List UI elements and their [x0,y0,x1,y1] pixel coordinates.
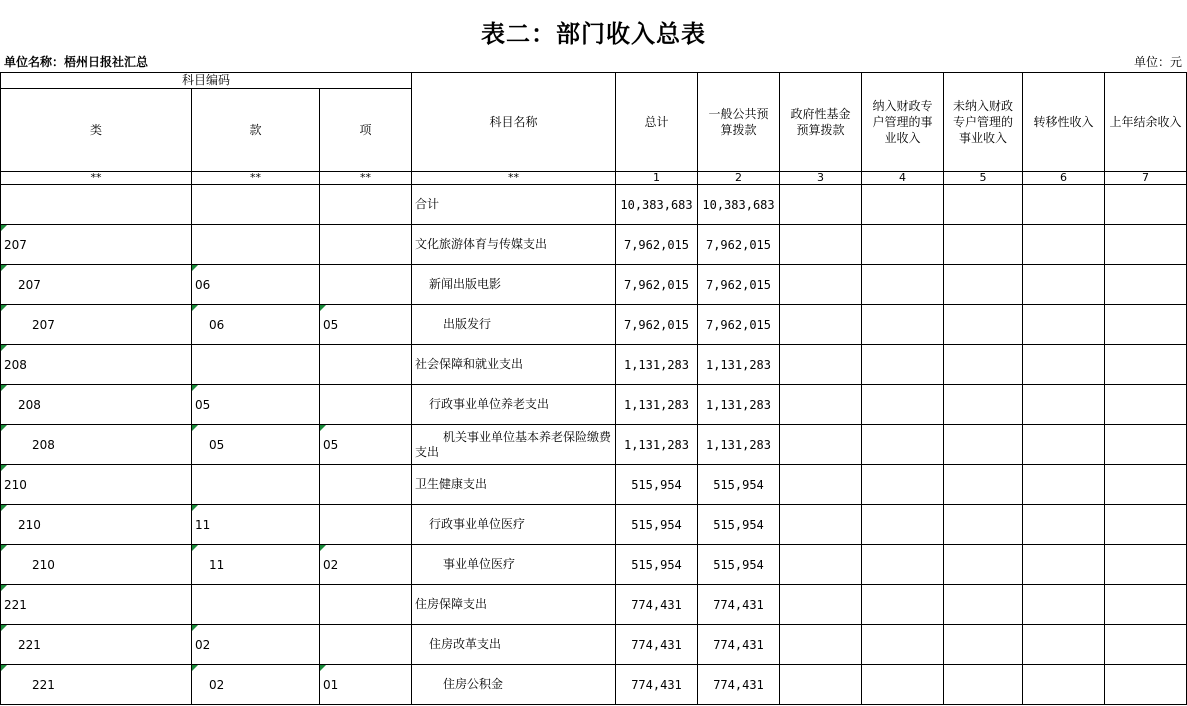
total-cell[interactable]: 515,954 [616,505,698,545]
fiscal-managed-cell[interactable] [862,545,944,585]
subject-name-cell[interactable]: 行政事业单位养老支出 [412,385,616,425]
total-cell[interactable]: 774,431 [616,585,698,625]
non-fiscal-managed-cell[interactable] [944,545,1023,585]
xiang-cell[interactable] [320,185,412,225]
prior-year-balance-cell[interactable] [1105,425,1187,465]
fiscal-managed-cell[interactable] [862,265,944,305]
index-cell: 4 [862,172,944,185]
gov-fund-cell[interactable] [780,545,862,585]
index-cell: 2 [698,172,780,185]
column-index-row [1,172,1187,185]
subject-code-header: 科目编码 [1,73,412,89]
transfer-income-cell[interactable] [1023,265,1105,305]
gov-fund-cell[interactable] [780,465,862,505]
prior-year-balance-cell[interactable] [1105,225,1187,265]
subject-name-header: 科目名称 [412,73,616,172]
index-cell: ** [192,172,320,185]
general-budget-cell[interactable]: 10,383,683 [698,185,780,225]
gov-fund-cell[interactable] [780,505,862,545]
lei-cell[interactable]: 210 [1,465,192,505]
general-budget-cell[interactable]: 7,962,015 [698,305,780,345]
prior-year-balance-header: 上年结余收入 [1105,73,1187,172]
non-fiscal-managed-cell[interactable] [944,425,1023,465]
gov-fund-cell[interactable] [780,305,862,345]
total-cell[interactable]: 515,954 [616,465,698,505]
table-row [1,185,1187,225]
fiscal-managed-cell[interactable] [862,625,944,665]
table-row [1,665,1187,705]
transfer-income-cell[interactable] [1023,545,1105,585]
table-row [1,225,1187,265]
kuan-cell[interactable]: 02 [192,665,320,705]
table-row [1,625,1187,665]
non-fiscal-managed-cell[interactable] [944,585,1023,625]
gov-fund-cell[interactable] [780,185,862,225]
non-fiscal-managed-header: 未纳入财政专户管理的事业收入 [944,73,1023,172]
table-row [1,265,1187,305]
prior-year-balance-cell[interactable] [1105,465,1187,505]
index-cell: 1 [616,172,698,185]
lei-cell[interactable]: 221 [1,625,192,665]
lei-cell[interactable] [1,185,192,225]
lei-cell[interactable]: 208 [1,425,192,465]
subject-name-cell[interactable]: 新闻出版电影 [412,265,616,305]
fiscal-managed-cell[interactable] [862,185,944,225]
kuan-cell[interactable] [192,185,320,225]
xiang-cell[interactable] [320,265,412,305]
xiang-cell[interactable] [320,385,412,425]
xiang-cell[interactable] [320,225,412,265]
kuan-cell[interactable] [192,585,320,625]
total-cell[interactable]: 774,431 [616,665,698,705]
kuan-cell[interactable]: 11 [192,505,320,545]
total-cell[interactable]: 1,131,283 [616,385,698,425]
lei-cell[interactable]: 207 [1,265,192,305]
general-budget-cell[interactable]: 7,962,015 [698,265,780,305]
xiang-cell[interactable] [320,585,412,625]
table-row [1,305,1187,345]
fiscal-managed-cell[interactable] [862,425,944,465]
prior-year-balance-cell[interactable] [1105,585,1187,625]
fiscal-managed-cell[interactable] [862,385,944,425]
gov-fund-cell[interactable] [780,385,862,425]
lei-cell[interactable]: 208 [1,385,192,425]
fiscal-managed-cell[interactable] [862,665,944,705]
transfer-income-cell[interactable] [1023,225,1105,265]
unit-name: 单位名称：梧州日报社汇总 [4,55,149,69]
xiang-cell[interactable]: 05 [320,425,412,465]
table-row [1,465,1187,505]
kuan-cell[interactable]: 06 [192,305,320,345]
lei-cell[interactable]: 207 [1,225,192,265]
subject-name-cell[interactable]: 文化旅游体育与传媒支出 [412,225,616,265]
general-budget-cell[interactable]: 515,954 [698,545,780,585]
non-fiscal-managed-cell[interactable] [944,505,1023,545]
non-fiscal-managed-cell[interactable] [944,385,1023,425]
index-cell: 5 [944,172,1023,185]
fiscal-managed-cell[interactable] [862,465,944,505]
general-budget-cell[interactable]: 1,131,283 [698,385,780,425]
table-row [1,425,1187,465]
index-cell: ** [320,172,412,185]
fiscal-managed-cell[interactable] [862,305,944,345]
transfer-income-cell[interactable] [1023,585,1105,625]
kuan-cell[interactable]: 11 [192,545,320,585]
non-fiscal-managed-cell[interactable] [944,465,1023,505]
table-row [1,585,1187,625]
gov-fund-cell[interactable] [780,345,862,385]
general-budget-cell[interactable]: 7,962,015 [698,225,780,265]
subject-name-cell[interactable]: 行政事业单位医疗 [412,505,616,545]
kuan-cell[interactable]: 05 [192,425,320,465]
lei-header: 类 [1,89,192,172]
prior-year-balance-cell[interactable] [1105,185,1187,225]
fiscal-managed-cell[interactable] [862,585,944,625]
xiang-header: 项 [320,89,412,172]
general-budget-cell[interactable]: 1,131,283 [698,425,780,465]
general-budget-cell[interactable]: 774,431 [698,625,780,665]
prior-year-balance-cell[interactable] [1105,385,1187,425]
non-fiscal-managed-cell[interactable] [944,625,1023,665]
income-summary-table [0,72,1187,705]
transfer-income-cell[interactable] [1023,345,1105,385]
kuan-cell[interactable]: 02 [192,625,320,665]
general-budget-header: 一般公共预算拨款 [698,73,780,172]
subject-name-cell[interactable]: 出版发行 [412,305,616,345]
total-cell[interactable]: 7,962,015 [616,305,698,345]
gov-fund-cell[interactable] [780,225,862,265]
prior-year-balance-cell[interactable] [1105,345,1187,385]
transfer-income-header: 转移性收入 [1023,73,1105,172]
subject-name-cell[interactable]: 卫生健康支出 [412,465,616,505]
non-fiscal-managed-cell[interactable] [944,665,1023,705]
lei-cell[interactable]: 221 [1,665,192,705]
subject-name-cell[interactable]: 住房保障支出 [412,585,616,625]
gov-fund-cell[interactable] [780,665,862,705]
non-fiscal-managed-cell[interactable] [944,225,1023,265]
gov-fund-header: 政府性基金预算拨款 [780,73,862,172]
index-cell: ** [1,172,192,185]
lei-cell[interactable]: 210 [1,545,192,585]
xiang-cell[interactable]: 05 [320,305,412,345]
total-cell[interactable]: 7,962,015 [616,265,698,305]
subject-name-cell[interactable]: 住房公积金 [412,665,616,705]
total-cell[interactable]: 774,431 [616,625,698,665]
subject-name-cell[interactable]: 社会保障和就业支出 [412,345,616,385]
transfer-income-cell[interactable] [1023,305,1105,345]
transfer-income-cell[interactable] [1023,625,1105,665]
prior-year-balance-cell[interactable] [1105,625,1187,665]
fiscal-managed-cell[interactable] [862,505,944,545]
index-cell: ** [412,172,616,185]
general-budget-cell[interactable]: 774,431 [698,585,780,625]
total-cell[interactable]: 515,954 [616,545,698,585]
total-cell[interactable]: 1,131,283 [616,345,698,385]
xiang-cell[interactable] [320,505,412,545]
general-budget-cell[interactable]: 515,954 [698,465,780,505]
index-cell: 6 [1023,172,1105,185]
report-title: 表二：部门收入总表 [481,20,706,48]
non-fiscal-managed-cell[interactable] [944,305,1023,345]
kuan-cell[interactable] [192,345,320,385]
non-fiscal-managed-cell[interactable] [944,185,1023,225]
lei-cell[interactable]: 207 [1,305,192,345]
transfer-income-cell[interactable] [1023,665,1105,705]
general-budget-cell[interactable]: 774,431 [698,665,780,705]
fiscal-managed-cell[interactable] [862,225,944,265]
non-fiscal-managed-cell[interactable] [944,265,1023,305]
index-cell: 7 [1105,172,1187,185]
general-budget-cell[interactable]: 1,131,283 [698,345,780,385]
kuan-cell[interactable]: 06 [192,265,320,305]
kuan-cell[interactable]: 05 [192,385,320,425]
fiscal-managed-cell[interactable] [862,345,944,385]
index-cell: 3 [780,172,862,185]
table-row [1,545,1187,585]
transfer-income-cell[interactable] [1023,425,1105,465]
total-header: 总计 [616,73,698,172]
xiang-cell[interactable]: 02 [320,545,412,585]
gov-fund-cell[interactable] [780,425,862,465]
lei-cell[interactable]: 208 [1,345,192,385]
prior-year-balance-cell[interactable] [1105,665,1187,705]
fiscal-managed-header: 纳入财政专户管理的事业收入 [862,73,944,172]
total-cell[interactable]: 1,131,283 [616,425,698,465]
currency-unit: 单位：元 [1133,55,1182,69]
prior-year-balance-cell[interactable] [1105,305,1187,345]
subject-name-cell[interactable]: 机关事业单位基本养老保险缴费支出 [412,425,616,465]
lei-cell[interactable]: 221 [1,585,192,625]
table-row [1,385,1187,425]
xiang-cell[interactable]: 01 [320,665,412,705]
prior-year-balance-cell[interactable] [1105,545,1187,585]
gov-fund-cell[interactable] [780,625,862,665]
non-fiscal-managed-cell[interactable] [944,345,1023,385]
subject-name-cell[interactable]: 住房改革支出 [412,625,616,665]
gov-fund-cell[interactable] [780,265,862,305]
table-row [1,505,1187,545]
gov-fund-cell[interactable] [780,585,862,625]
table-row [1,345,1187,385]
prior-year-balance-cell[interactable] [1105,505,1187,545]
general-budget-cell[interactable]: 515,954 [698,505,780,545]
total-cell[interactable]: 10,383,683 [616,185,698,225]
subject-name-cell[interactable]: 合计 [412,185,616,225]
xiang-cell[interactable] [320,625,412,665]
transfer-income-cell[interactable] [1023,505,1105,545]
transfer-income-cell[interactable] [1023,185,1105,225]
lei-cell[interactable]: 210 [1,505,192,545]
transfer-income-cell[interactable] [1023,465,1105,505]
subject-name-cell[interactable]: 事业单位医疗 [412,545,616,585]
transfer-income-cell[interactable] [1023,385,1105,425]
kuan-header: 款 [192,89,320,172]
prior-year-balance-cell[interactable] [1105,265,1187,305]
xiang-cell[interactable] [320,345,412,385]
xiang-cell[interactable] [320,465,412,505]
kuan-cell[interactable] [192,465,320,505]
total-cell[interactable]: 7,962,015 [616,225,698,265]
kuan-cell[interactable] [192,225,320,265]
